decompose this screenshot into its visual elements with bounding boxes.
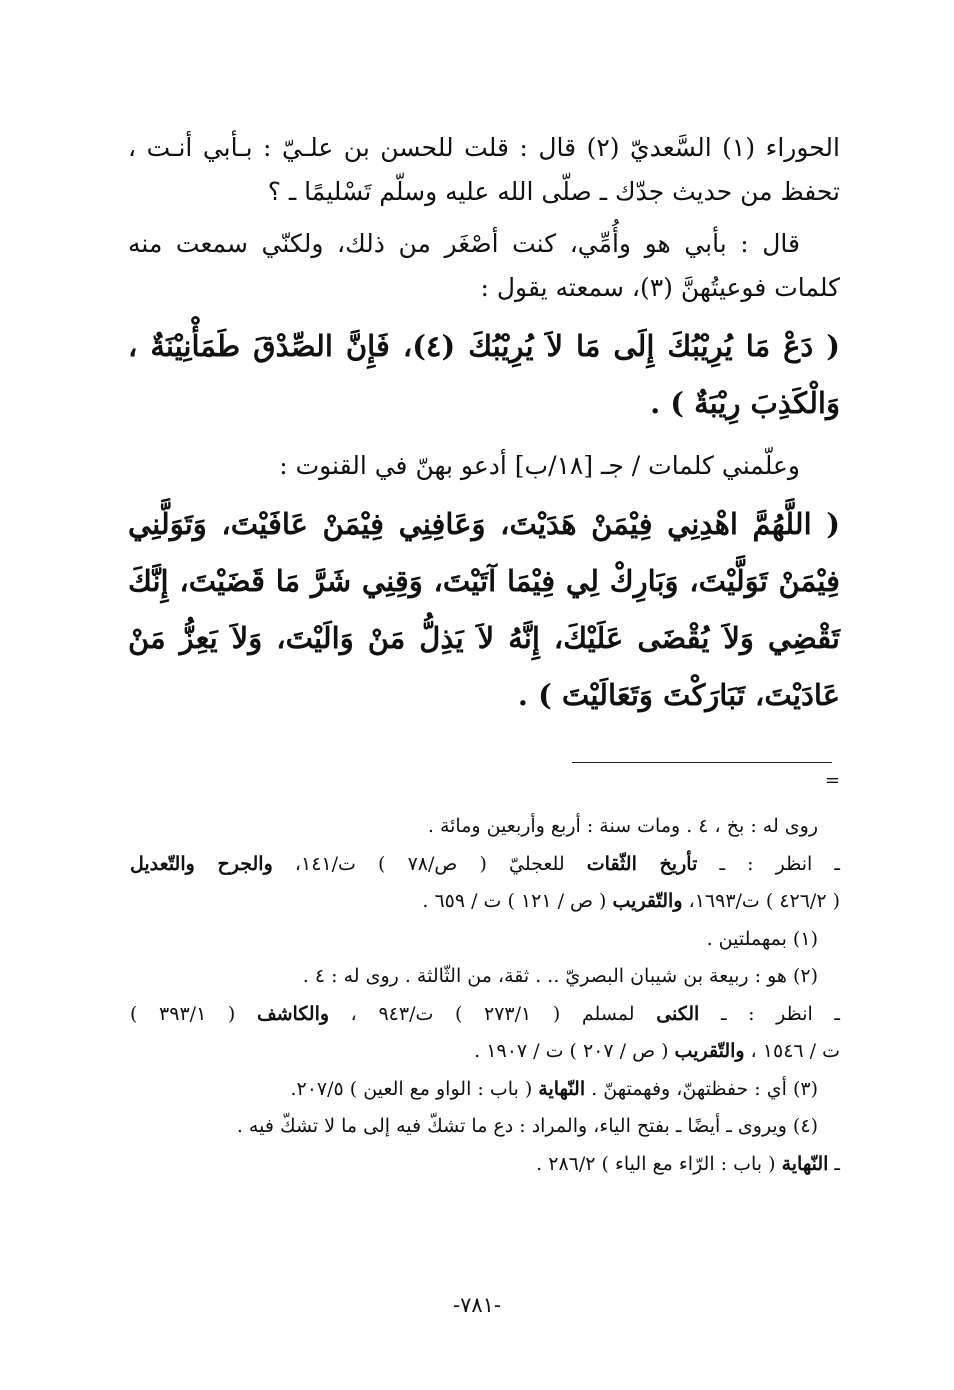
paragraph-qunut-intro: وعلّمني كلمات / جـ [١٨/ب] أدعو بهنّ في القنوت : [279, 451, 800, 480]
continuation-mark: = [824, 770, 840, 791]
footnote-4-line-1: (٤) ويروى ـ أيضًا ـ بفتح الياء، والمراد : دع ما تشكّ فيه إلى ما لا تشكّ فيه . [236, 1115, 818, 1137]
fn-text: ( باب : الواو مع العين ) ٢٠٧/٥. [290, 1077, 539, 1100]
fn-text: ( ص / ١٢١ ) ت / ٦٥٩ . [422, 890, 613, 912]
fn-text: ( باب : الرّاء مع الياء ) ٢٨٦/٢ . [536, 1152, 782, 1175]
paragraph-answer: قال : بأبي هو وأُمِّي، كنت أصْغَر من ذلك، ولكنّي سمعت منه كلمات فوعيتُهنَّ (٣)، سمعته يقول : [128, 229, 840, 302]
footnote-divider [572, 762, 832, 763]
fn-text: ـ انظر : ـ [697, 852, 840, 875]
fn-source-title: والكاشف [256, 1002, 330, 1025]
footnote-1: (١) بمهملتين . [706, 927, 818, 950]
main-text [128, 126, 840, 736]
fn-text: ت / ١٥٤٦ ، [744, 1040, 840, 1062]
hadith-text-2: ( اللَّهُمَّ اهْدِنِي فِيْمَنْ هَدَيْتَ، وَعَافِنِي فِيْمَنْ عَافَيْتَ، وَتَوَلَّنِي فِيْمَنْ تَوَلَّيْتَ، وَبَارِكْ لِي فِيْمَا آتَيْتَ، وَقِنِي شَرَّ مَا قَضَيْتَ، إِنَّكَ تَقْضِي وَلاَ يُقْضَى عَلَيْكَ، إِنَّهُ لاَ يَذِلُّ مَنْ وَالَيْتَ، وَلاَ يَعِزُّ مَنْ عَادَيْتَ، تَبَارَكْتَ وَتَعَالَيْتَ ) . [128, 507, 840, 712]
page-number: -٧٨١- [452, 1293, 502, 1317]
fn-source-title: الكنى [656, 1002, 700, 1025]
fn-text: للعجليّ ( ص/٧٨ ) ت/١٤١، [272, 852, 587, 875]
fn-text: ـ [828, 1152, 840, 1175]
footnote-continuation-line-2 [130, 846, 840, 884]
hadith-text-1: ( دَعْ مَا يُرِيْبُكَ إِلَى مَا لاَ يُرِيْبُكَ (٤)، فَإِنَّ الصِّدْقَ طَمَأْنِيْنَةٌ ، وَالْكَذِبَ رِيْبَةٌ ) . [128, 329, 840, 420]
footnote-2-line-3 [130, 1033, 840, 1071]
footnotes [130, 808, 840, 1183]
fn-source-title: والجرح والتّعديل [130, 852, 273, 875]
fn-source-title: النّهاية [538, 1077, 586, 1100]
fn-source-title: النّهاية [781, 1152, 829, 1175]
fn-text: لمسلم ( ٢٧٣/١ ) ت/٩٤٣ ، [329, 1002, 657, 1025]
footnote-4-line-2 [130, 1146, 840, 1184]
footnote-continuation-line-3 [130, 883, 840, 921]
fn-source-title: والتّقريب [612, 890, 683, 912]
footnote-3 [130, 1071, 840, 1109]
fn-text: ـ انظر : ـ [699, 1002, 840, 1025]
footnote-continuation-line-1: روى له : بخ ، ٤ . ومات سنة : أربع وأربعين ومائة . [427, 815, 818, 837]
fn-text: (٣) أي : حفظتهنّ، وفهمتهنّ . [585, 1077, 818, 1100]
footnote-2-line-2 [130, 996, 840, 1034]
fn-text: ( ٤٢٦/٢ ) ت/١٦٩٣، [682, 890, 840, 912]
footnote-2-line-1: (٢) هو : ربيعة بن شيبان البصريّ .. . ثقة، من الثّالثة . روى له : ٤ . [302, 965, 818, 987]
fn-text: ( ص / ٢٠٧ ) ت / ١٩٠٧ . [474, 1040, 675, 1062]
fn-source-title: تأريخ الثّقات [586, 852, 698, 875]
fn-source-title: والتّقريب [674, 1040, 745, 1062]
fn-text: ( ٣٩٣/١ ) [130, 1002, 257, 1025]
paragraph-isnad: الحوراء (١) السَّعديّ (٢) قال : قلت للحسن بن علـيّ : بـأبي أنـت ، تحفظ من حديث جدّك ـ صلّى الله عليه وسلّم تَسْليمًا ـ ؟ [128, 133, 840, 206]
